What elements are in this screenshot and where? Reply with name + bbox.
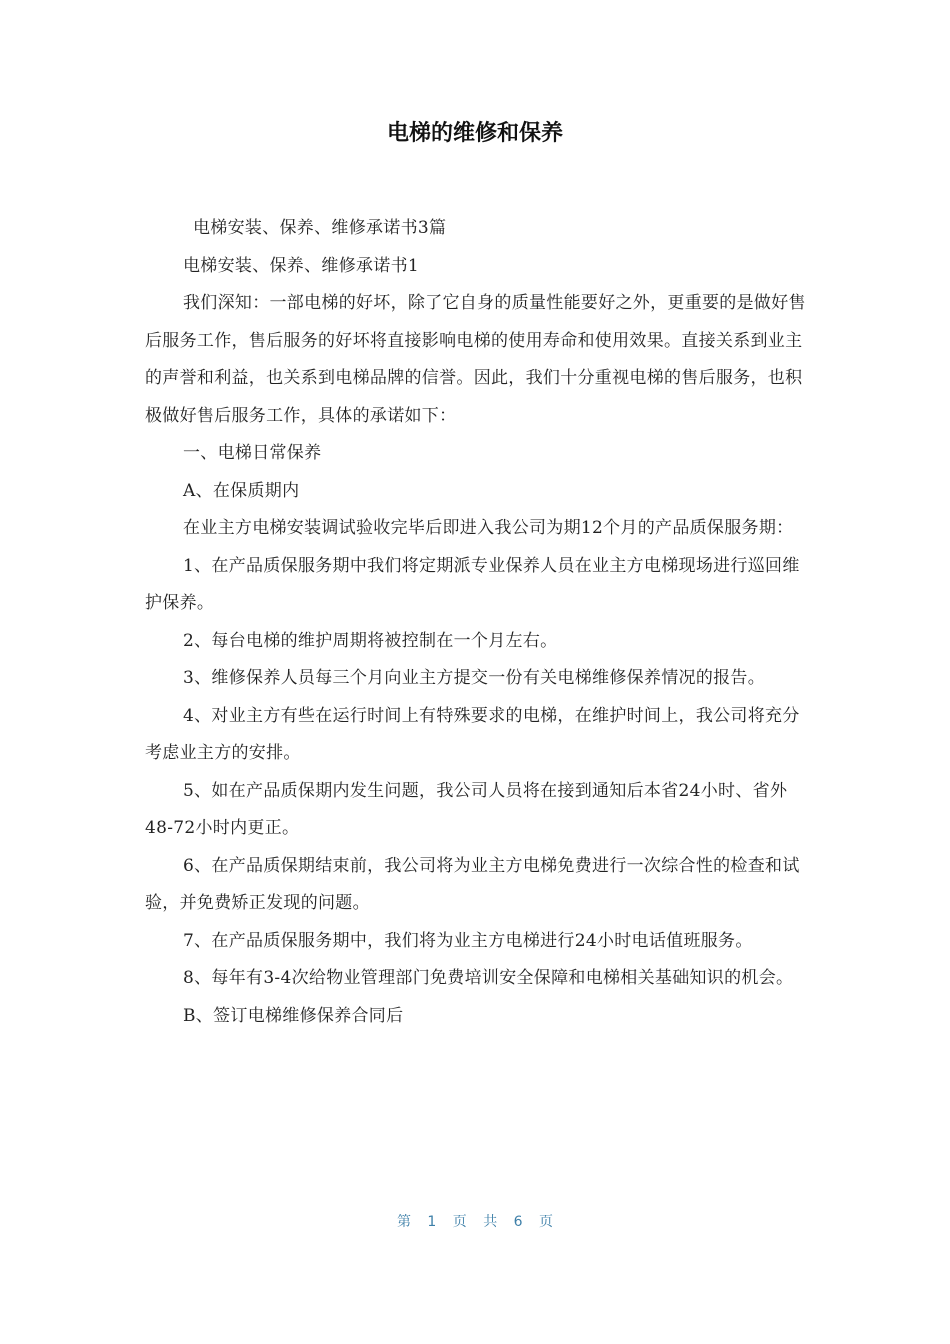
- paragraph-section-a: A、在保质期内: [183, 480, 300, 501]
- paragraph-item-5: 5、如在产品质保期内发生问题，我公司人员将在接到通知后本省24小时、省外48-72小时内更正。: [145, 780, 788, 838]
- document-title: 电梯的维修和保养: [386, 121, 563, 146]
- paragraph-intro: 我们深知：一部电梯的好坏，除了它自身的质量性能要好之外，更重要的是做好售后服务工作，售后服务的好坏将直接影响电梯的使用寿命和使用效果。直接关系到业主的声誉和利益，也关系到电梯品牌的信誉。因此，我们十分重视电梯的售后服务，也积极做好售后服务工作，具体的承诺如下：: [145, 293, 806, 426]
- paragraph-item-1: 1、在产品质保服务期中我们将定期派专业保养人员在业主方电梯现场进行巡回维护保养。: [145, 555, 800, 613]
- paragraph-section-b: B、签订电梯维修保养合同后: [183, 1005, 404, 1026]
- document-body: [145, 210, 810, 1035]
- page-number-footer: 第 1 页 共 6 页: [396, 1214, 554, 1230]
- paragraph-item-6: 6、在产品质保期结束前，我公司将为业主方电梯免费进行一次综合性的检查和试验，并免费矫正发现的问题。: [145, 855, 800, 913]
- paragraph-heading-1: 电梯安装、保养、维修承诺书1: [183, 255, 420, 276]
- paragraph-item-8: 8、每年有3-4次给物业管理部门免费培训安全保障和电梯相关基础知识的机会。: [183, 968, 794, 988]
- paragraph-item-2: 2、每台电梯的维护周期将被控制在一个月左右。: [183, 630, 558, 651]
- paragraph-item-3: 3、维修保养人员每三个月向业主方提交一份有关电梯维修保养情况的报告。: [183, 668, 766, 688]
- paragraph-subtitle: 电梯安装、保养、维修承诺书3篇: [193, 218, 447, 238]
- paragraph-item-4: 4、对业主方有些在运行时间上有特殊要求的电梯，在维护时间上，我公司将充分考虑业主方的安排。: [145, 705, 800, 763]
- paragraph-section-1: 一、电梯日常保养: [183, 443, 322, 463]
- paragraph-item-7: 7、在产品质保服务期中，我们将为业主方电梯进行24小时电话值班服务。: [183, 930, 753, 951]
- paragraph-warranty: 在业主方电梯安装调试验收完毕后即进入我公司为期12个月的产品质保服务期：: [183, 518, 794, 538]
